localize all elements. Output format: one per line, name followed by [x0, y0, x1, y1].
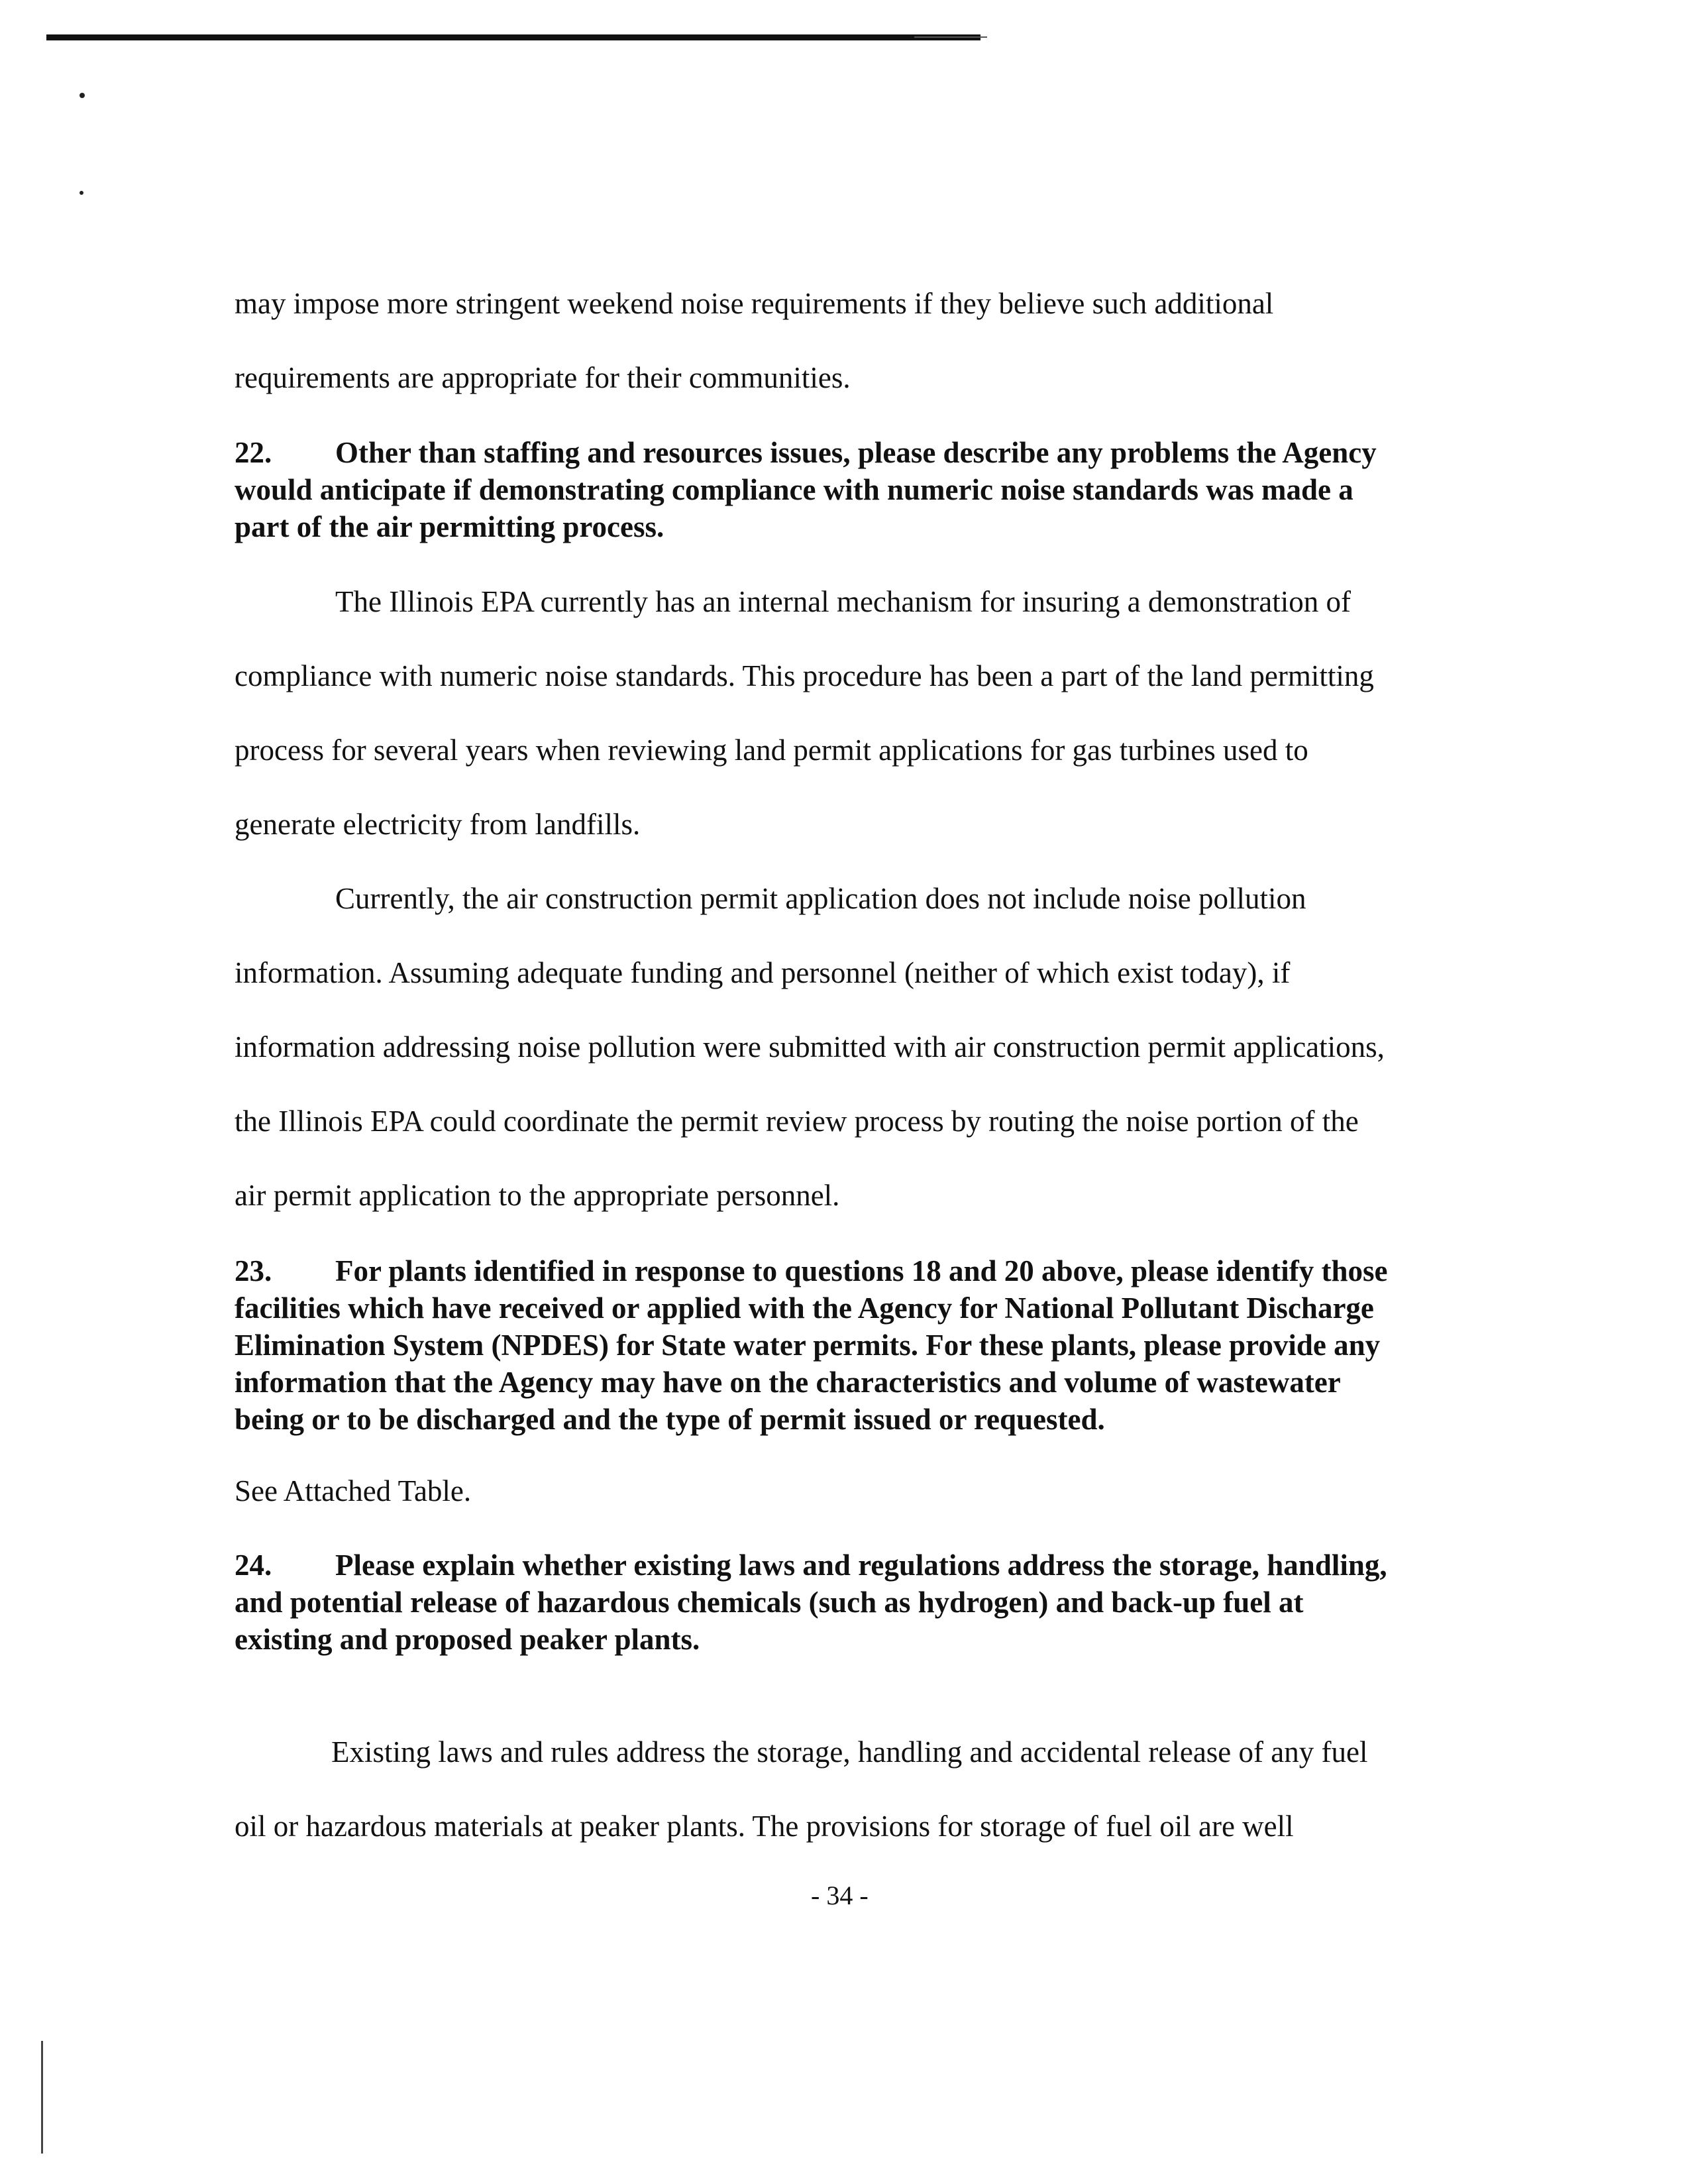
- intro-line-1: may impose more stringent weekend noise requirements if they believe such additional: [235, 287, 1274, 320]
- answer-22-p1-line-3: process for several years when reviewing land permit applications for gas turbines used to: [235, 734, 1308, 767]
- question-22-line-2: would anticipate if demonstrating compliance with numeric noise standards was made a: [235, 473, 1353, 506]
- answer-22-p2-line-4: the Illinois EPA could coordinate the permit review process by routing the noise portion of the: [235, 1105, 1359, 1138]
- question-22-line-1: 22. Other than staffing and resources issues, please describe any problems the Agency: [235, 434, 1377, 471]
- answer-22-p2-line-5: air permit application to the appropriate personnel.: [235, 1179, 840, 1212]
- question-24-number: 24.: [235, 1549, 272, 1582]
- question-23-line-4: information that the Agency may have on the characteristics and volume of wastewater: [235, 1366, 1341, 1399]
- question-24-line-1: 24. Please explain whether existing laws and regulations address the storage, handling,: [235, 1547, 1387, 1584]
- answer-23: See Attached Table.: [235, 1474, 472, 1507]
- answer-22-p2-line-3: information addressing noise pollution were submitted with air construction permit applications,: [235, 1030, 1385, 1064]
- question-24-line-3: existing and proposed peaker plants.: [235, 1623, 700, 1656]
- scan-speck: [80, 93, 85, 98]
- top-border-rule: [46, 34, 980, 40]
- answer-22-p1-line-2: compliance with numeric noise standards. This procedure has been a part of the land permitting: [235, 659, 1374, 692]
- answer-22-p2-line-1: Currently, the air construction permit application does not include noise pollution: [335, 882, 1306, 915]
- answer-24-line-1: Existing laws and rules address the storage, handling and accidental release of any fuel: [331, 1735, 1368, 1769]
- question-23: [235, 1252, 1388, 1438]
- question-22: [235, 434, 1377, 545]
- scan-margin-line: [41, 2041, 43, 2154]
- answer-24-line-2: oil or hazardous materials at peaker plants. The provisions for storage of fuel oil are well: [235, 1810, 1294, 1843]
- question-22-number: 22.: [235, 436, 272, 469]
- answer-22-p1-line-1: The Illinois EPA currently has an internal mechanism for insuring a demonstration of: [335, 585, 1352, 618]
- scan-speck: [80, 191, 83, 195]
- answer-22-p1-line-4: generate electricity from landfills.: [235, 808, 641, 841]
- question-23-line-2: facilities which have received or applied with the Agency for National Pollutant Discharge: [235, 1291, 1374, 1325]
- intro-line-2: requirements are appropriate for their communities.: [235, 361, 851, 394]
- answer-22-p2-line-2: information. Assuming adequate funding and personnel (neither of which exist today), if: [235, 956, 1291, 989]
- question-23-number: 23.: [235, 1254, 272, 1287]
- question-23-line-5: being or to be discharged and the type of permit issued or requested.: [235, 1403, 1105, 1436]
- question-23-line-1: 23. For plants identified in response to questions 18 and 20 above, please identify those: [235, 1252, 1388, 1289]
- top-border-rule-tail: [914, 36, 987, 38]
- question-24-line-2: and potential release of hazardous chemicals (such as hydrogen) and back-up fuel at: [235, 1586, 1304, 1619]
- question-22-line-3: part of the air permitting process.: [235, 510, 664, 543]
- question-24: [235, 1547, 1387, 1658]
- page-number: - 34 -: [811, 1881, 869, 1910]
- question-23-line-3: Elimination System (NPDES) for State water permits. For these plants, please provide any: [235, 1329, 1381, 1362]
